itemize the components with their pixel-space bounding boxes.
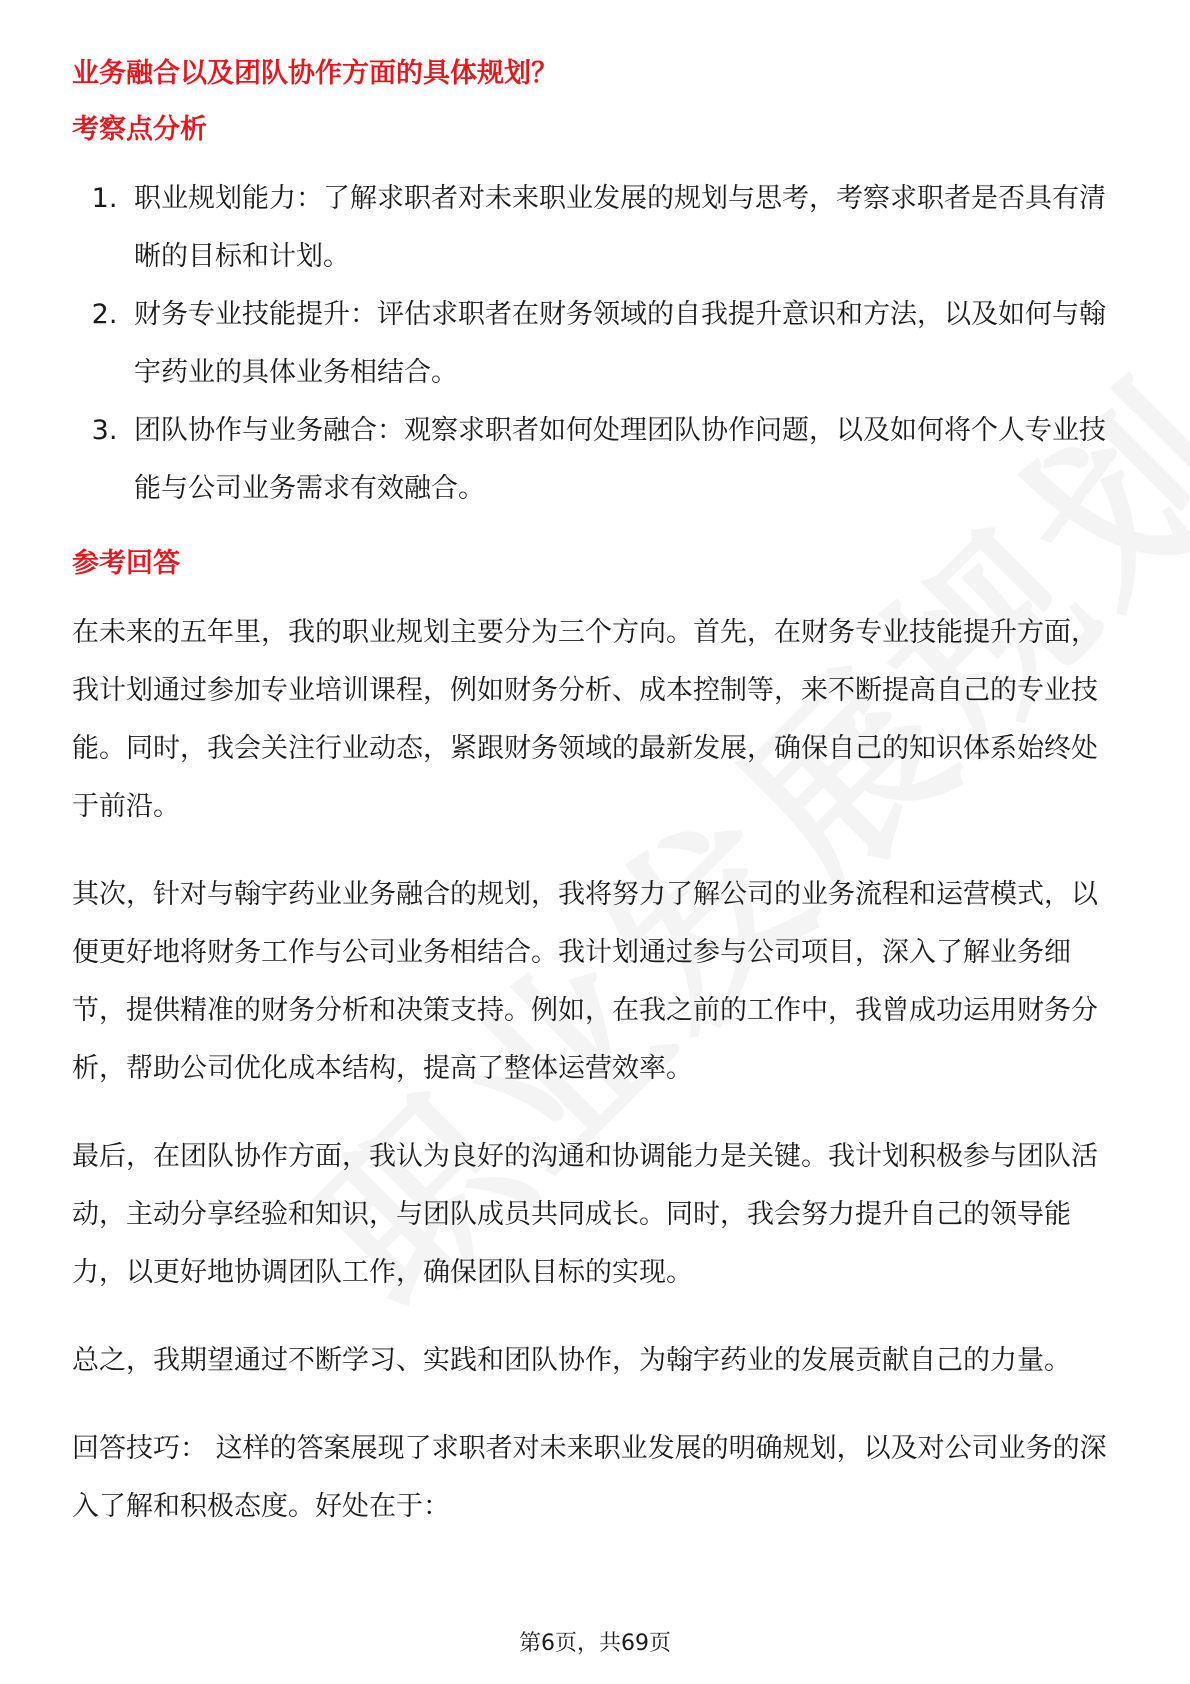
document-body [72, 54, 1122, 1566]
page-number: 第6页，共69页 [519, 1631, 671, 1656]
analysis-point: 3. 团队协作与业务融合：观察求职者如何处理团队协作问题，以及如何将个人专业技能与公司业务需求有效融合。 [126, 402, 1122, 518]
answer-paragraph: 在未来的五年里，我的职业规划主要分为三个方向。首先，在财务专业技能提升方面，我计划通过参加专业培训课程，例如财务分析、成本控制等，来不断提高自己的专业技能。同时，我会关注行业动态，紧跟财务领域的最新发展，确保自己的知识体系始终处于前沿。 [72, 617, 1098, 822]
analysis-point: 1. 职业规划能力：了解求职者对未来职业发展的规划与思考，考察求职者是否具有清晰的目标和计划。 [126, 170, 1122, 286]
analysis-list [72, 170, 1122, 518]
answer-paragraph: 总之，我期望通过不断学习、实践和团队协作，为翰宇药业的发展贡献自己的力量。 [72, 1345, 1071, 1376]
answer-heading: 参考回答 [72, 548, 180, 579]
answer-paragraph: 其次，针对与翰宇药业业务融合的规划，我将努力了解公司的业务流程和运营模式，以便更好地将财务工作与公司业务相结合。我计划通过参与公司项目，深入了解业务细节，提供精准的财务分析和决策支持。例如，在我之前的工作中，我曾成功运用财务分析，帮助公司优化成本结构，提高了整体运营效率。 [72, 879, 1098, 1084]
question-title: 业务融合以及团队协作方面的具体规划？ [72, 58, 558, 89]
analysis-point: 2. 财务专业技能提升：评估求职者在财务领域的自我提升意识和方法，以及如何与翰宇药业的具体业务相结合。 [126, 286, 1122, 402]
analysis-heading: 考察点分析 [72, 114, 207, 145]
answer-paragraph: 最后，在团队协作方面，我认为良好的沟通和协调能力是关键。我计划积极参与团队活动，主动分享经验和知识，与团队成员共同成长。同时，我会努力提升自己的领导能力，以更好地协调团队工作，确保团队目标的实现。 [72, 1141, 1098, 1288]
answer-tips: 回答技巧： 这样的答案展现了求职者对未来职业发展的明确规划，以及对公司业务的深入了解和积极态度。好处在于： [72, 1433, 1107, 1522]
